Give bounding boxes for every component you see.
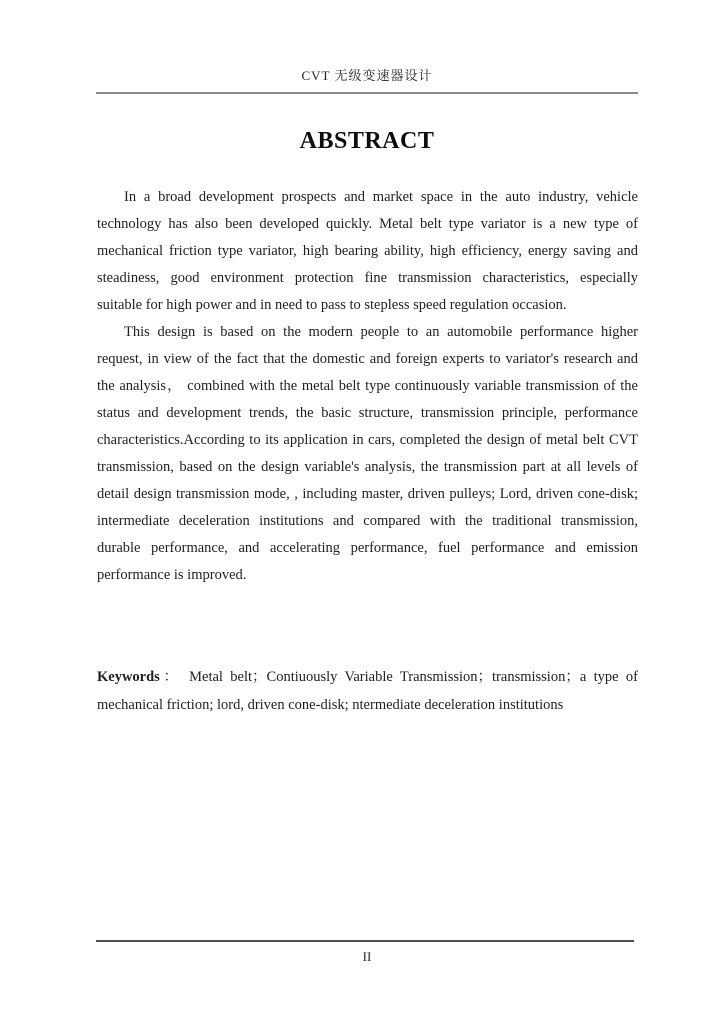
paragraph-1-line: In a broad development prospects and market space in the auto industry, vehicle xyxy=(124,189,638,205)
keywords-values: Metal belt；Contiuously Variable Transmission；transmission；a type of xyxy=(181,669,638,685)
paragraph-2-line: status and development trends, the basic structure, transmission principle, performance xyxy=(97,405,638,421)
keywords-section xyxy=(97,663,638,719)
page-number: II xyxy=(362,949,372,964)
paragraph-2-line: intermediate deceleration institutions and compared with the traditional transmission, xyxy=(97,513,638,529)
paragraph-2-line: characteristics.According to its application in cars, completed the design of metal belt CVT xyxy=(97,432,638,448)
paragraph-2-line: This design is based on the modern people to an automobile performance higher xyxy=(124,324,638,340)
paragraph-2-line: durable performance, and accelerating performance, fuel performance and emission xyxy=(97,540,638,556)
paragraph-2-line: request, in view of the fact that the domestic and foreign experts to variator's research and xyxy=(97,351,638,367)
paragraph-2-line: the analysis， combined with the metal belt type continuously variable transmission of the xyxy=(97,378,638,394)
paragraph-1-line: steadiness, good environment protection fine transmission characteristics, especially xyxy=(97,270,638,286)
paragraph-2-line: performance is improved. xyxy=(97,567,247,583)
paragraph-1-line: suitable for high power and in need to pass to stepless speed regulation occasion. xyxy=(97,297,567,313)
page-title: ABSTRACT xyxy=(299,128,435,154)
keywords-line-2: mechanical friction; lord, driven cone-disk; ntermediate deceleration institutions xyxy=(97,697,564,713)
paragraph-2-line: detail design transmission mode, , including master, driven pulleys; Lord, driven cone-disk; xyxy=(97,486,638,502)
paragraph-1-line: mechanical friction type variator, high bearing ability, high efficiency, energy saving and xyxy=(97,243,638,259)
keywords-line-1 xyxy=(97,663,638,691)
footer-rule xyxy=(96,940,634,942)
paragraph-1-line: technology has also been developed quickly. Metal belt type variator is a new type of xyxy=(97,216,638,232)
keywords-label: Keywords xyxy=(97,669,160,685)
running-header-title: CVT 无级变速器设计 xyxy=(301,68,433,83)
paragraph-2-line: transmission, based on the design variable's analysis, the transmission part at all levels of xyxy=(97,459,638,475)
header-rule xyxy=(96,92,638,94)
keywords-colon: ： xyxy=(159,669,182,685)
abstract-body xyxy=(97,184,638,589)
